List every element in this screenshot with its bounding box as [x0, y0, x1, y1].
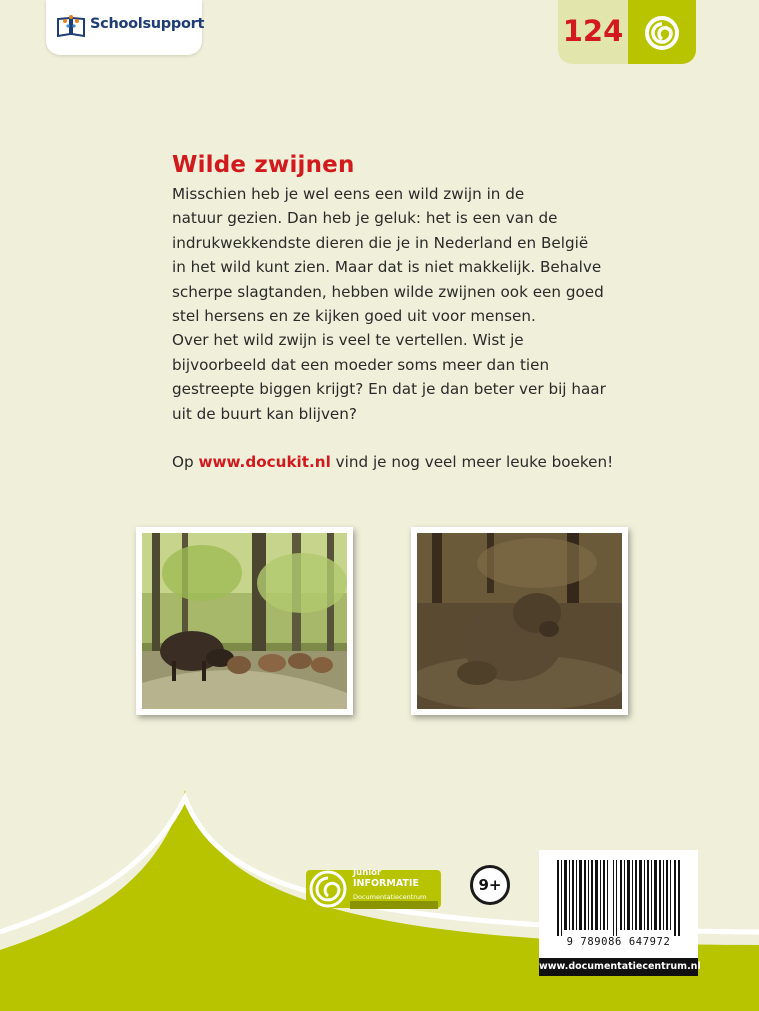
book-number: 124 — [562, 14, 624, 48]
series-logo-line3: Documentatiecentrum — [353, 893, 427, 901]
article-line: gestreepte biggen krijgt? En dat je dan beter ver bij haar — [172, 380, 606, 399]
spiral-icon — [644, 15, 680, 51]
brand-name: Schoolsupport — [90, 16, 205, 32]
isbn-number: 9 789086 647972 — [566, 936, 671, 948]
article-body — [172, 182, 612, 426]
docukit-link[interactable]: www.docukit.nl — [198, 453, 331, 472]
article — [172, 152, 612, 474]
age-rating-badge: 9+ — [470, 865, 510, 905]
article-line: scherpe slagtanden, hebben wilde zwijnen ook een goed — [172, 282, 604, 301]
article-line: natuur gezien. Dan heb je geluk: het is een van de — [172, 209, 558, 228]
article-line: Misschien heb je wel eens een wild zwijn in de — [172, 185, 525, 203]
photo-boar-in-mud — [411, 527, 628, 715]
photo-boar-with-piglets — [136, 527, 353, 715]
barcode — [557, 860, 680, 936]
article-line: in het wild kunt zien. Maar dat is niet makkelijk. Behalve — [172, 258, 602, 277]
photo-boar-in-mud-image — [417, 533, 622, 709]
spiral-badge — [628, 0, 696, 64]
book-number-tab — [558, 0, 696, 64]
more-books-prefix: Op — [172, 453, 199, 472]
article-line: bijvoorbeeld dat een moeder soms meer dan tien — [172, 355, 550, 374]
barcode-panel — [539, 850, 698, 958]
schoolsupport-logo[interactable] — [46, 0, 205, 55]
article-line: stel hersens en ze kijken goed uit voor mensen. — [172, 307, 536, 326]
more-books-line — [172, 450, 612, 474]
article-title: Wilde zwijnen — [172, 152, 355, 178]
more-books-suffix: vind je nog veel meer leuke boeken! — [330, 453, 614, 472]
junior-informatie-text — [353, 869, 443, 903]
article-line: indrukwekkendste dieren die je in Nederland en België — [172, 233, 589, 252]
article-line: Over het wild zwijn is veel te vertellen. Wist je — [172, 331, 524, 350]
photo-boar-with-piglets-image — [142, 533, 347, 709]
article-line: uit de buurt kan blijven? — [172, 404, 357, 423]
series-logo-line2: INFORMATIE — [353, 878, 419, 889]
publisher-url[interactable]: www.documentatiecentrum.nl — [539, 958, 698, 976]
series-logo-line1: Junior — [353, 868, 382, 878]
schoolsupport-logo-icon — [56, 13, 86, 39]
